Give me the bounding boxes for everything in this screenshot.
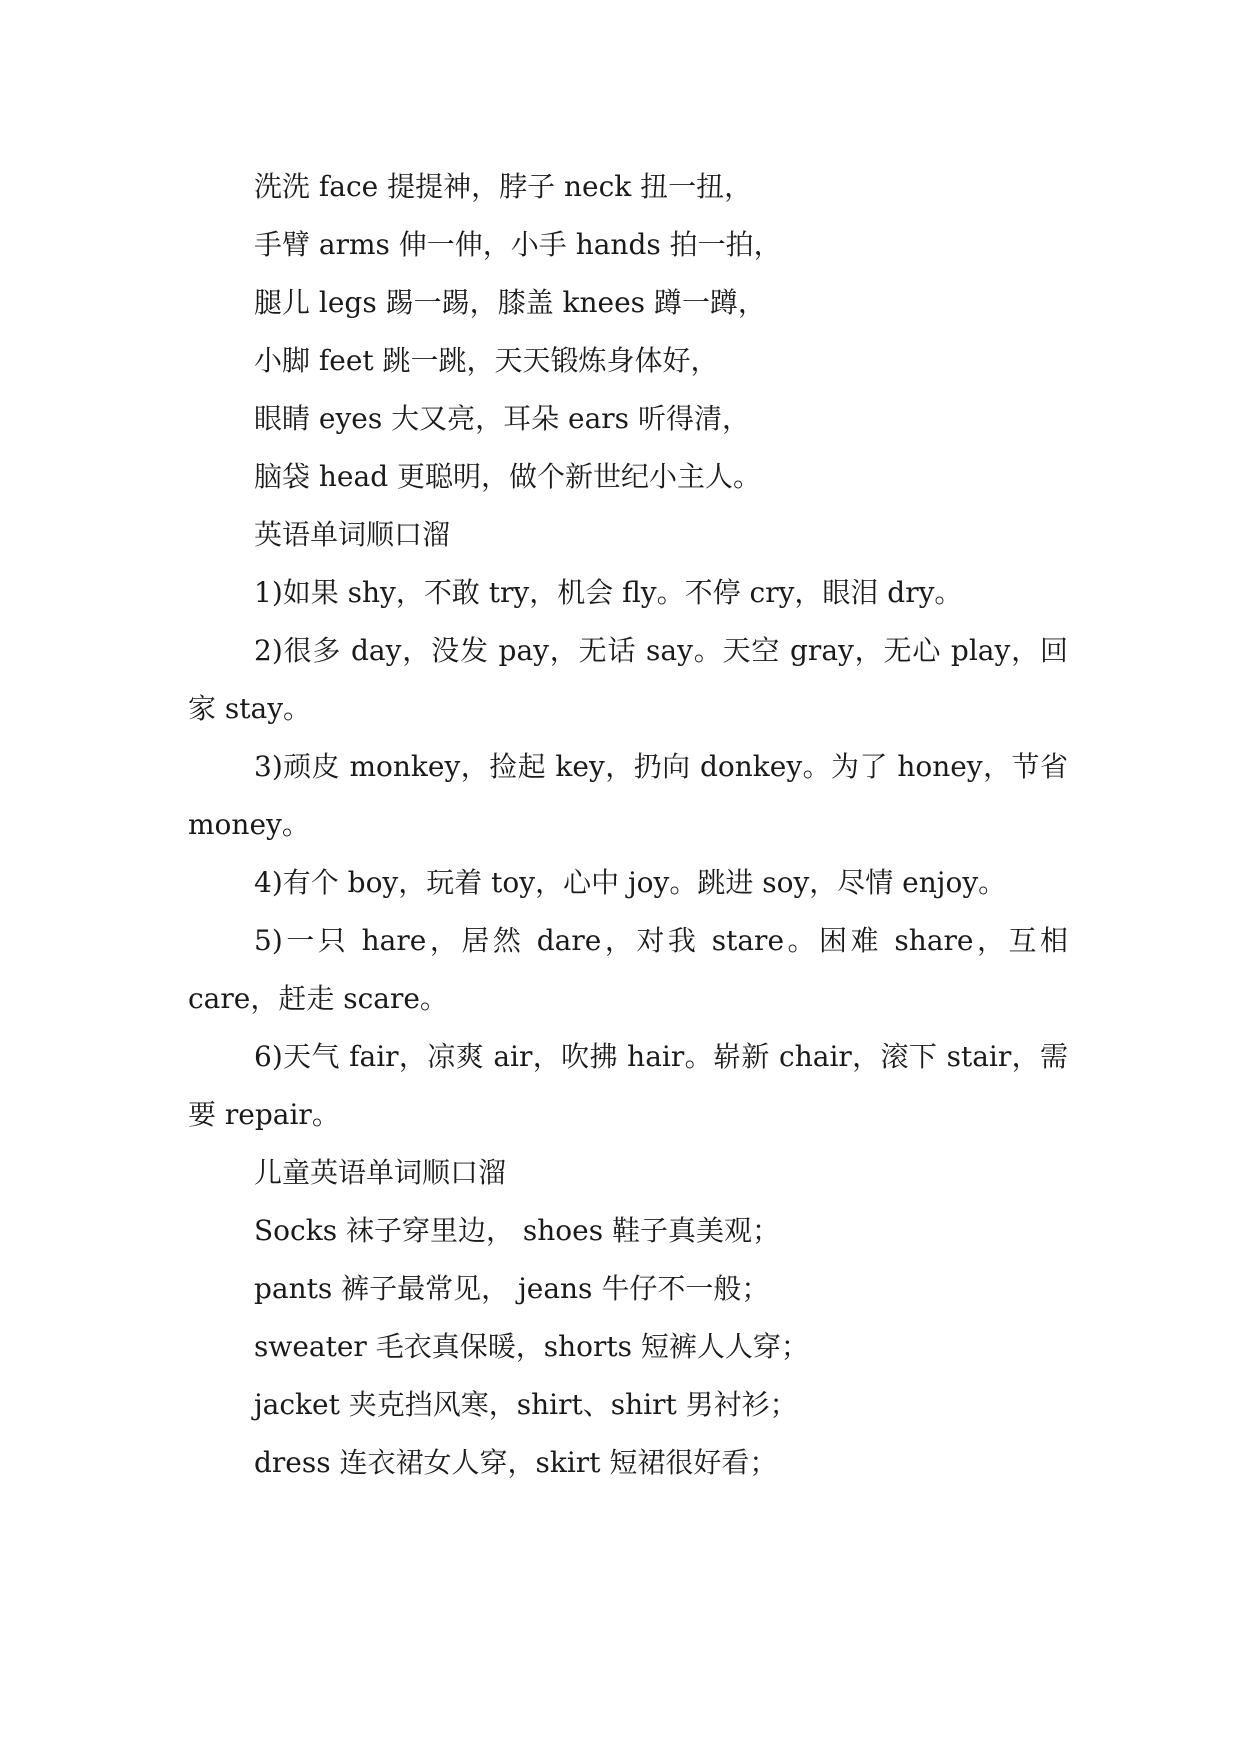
verse-line: 小脚 feet 跳一跳，天天锻炼身体好， <box>254 344 719 377</box>
rhyme-item: 3)顽皮 monkey，捡起 key，扔向 donkey。为了 honey，节省 money。 <box>188 750 1068 841</box>
document-body <box>188 158 1068 1492</box>
section-heading-word-rhymes: 英语单词顺口溜 <box>254 518 451 551</box>
rhyme-list <box>188 564 1068 1144</box>
verse-clothing <box>188 1202 1068 1492</box>
rhyme-item: 6)天气 fair，凉爽 air，吹拂 hair。崭新 chair，滚下 stair，需要 repair。 <box>188 1040 1069 1131</box>
verse-line: sweater 毛衣真保暖，shorts 短裤人人穿； <box>254 1330 809 1363</box>
rhyme-item: 5)一只 hare，居然 dare，对我 stare。困难 share，互相 care，赶走 scare。 <box>188 924 1068 1015</box>
rhyme-item: 2)很多 day，没发 pay，无话 say。天空 gray，无心 play，回家 stay。 <box>188 634 1068 725</box>
verse-line: 眼睛 eyes 大又亮，耳朵 ears 听得清， <box>254 402 750 435</box>
verse-line: 手臂 arms 伸一伸，小手 hands 拍一拍， <box>254 228 782 261</box>
verse-line: 脑袋 head 更聪明，做个新世纪小主人。 <box>254 460 762 493</box>
verse-line: pants 裤子最常见， jeans 牛仔不一般； <box>254 1272 770 1305</box>
verse-line: jacket 夹克挡风寒，shirt、shirt 男衬衫； <box>254 1388 798 1421</box>
verse-line: Socks 袜子穿里边， shoes 鞋子真美观； <box>254 1214 780 1247</box>
verse-line: 腿儿 legs 踢一踢，膝盖 knees 蹲一蹲， <box>254 286 766 319</box>
rhyme-item: 1)如果 shy，不敢 try，机会 fly。不停 cry，眼泪 dry。 <box>254 576 963 609</box>
verse-line: dress 连衣裙女人穿，skirt 短裙很好看； <box>254 1446 778 1479</box>
verse-body-parts <box>188 158 1068 506</box>
rhyme-item: 4)有个 boy，玩着 toy，心中 joy。跳进 soy，尽情 enjoy。 <box>254 866 1007 899</box>
section-heading-kids-word-rhymes: 儿童英语单词顺口溜 <box>254 1156 507 1189</box>
verse-line: 洗洗 face 提提神，脖子 neck 扭一扭， <box>254 170 753 203</box>
